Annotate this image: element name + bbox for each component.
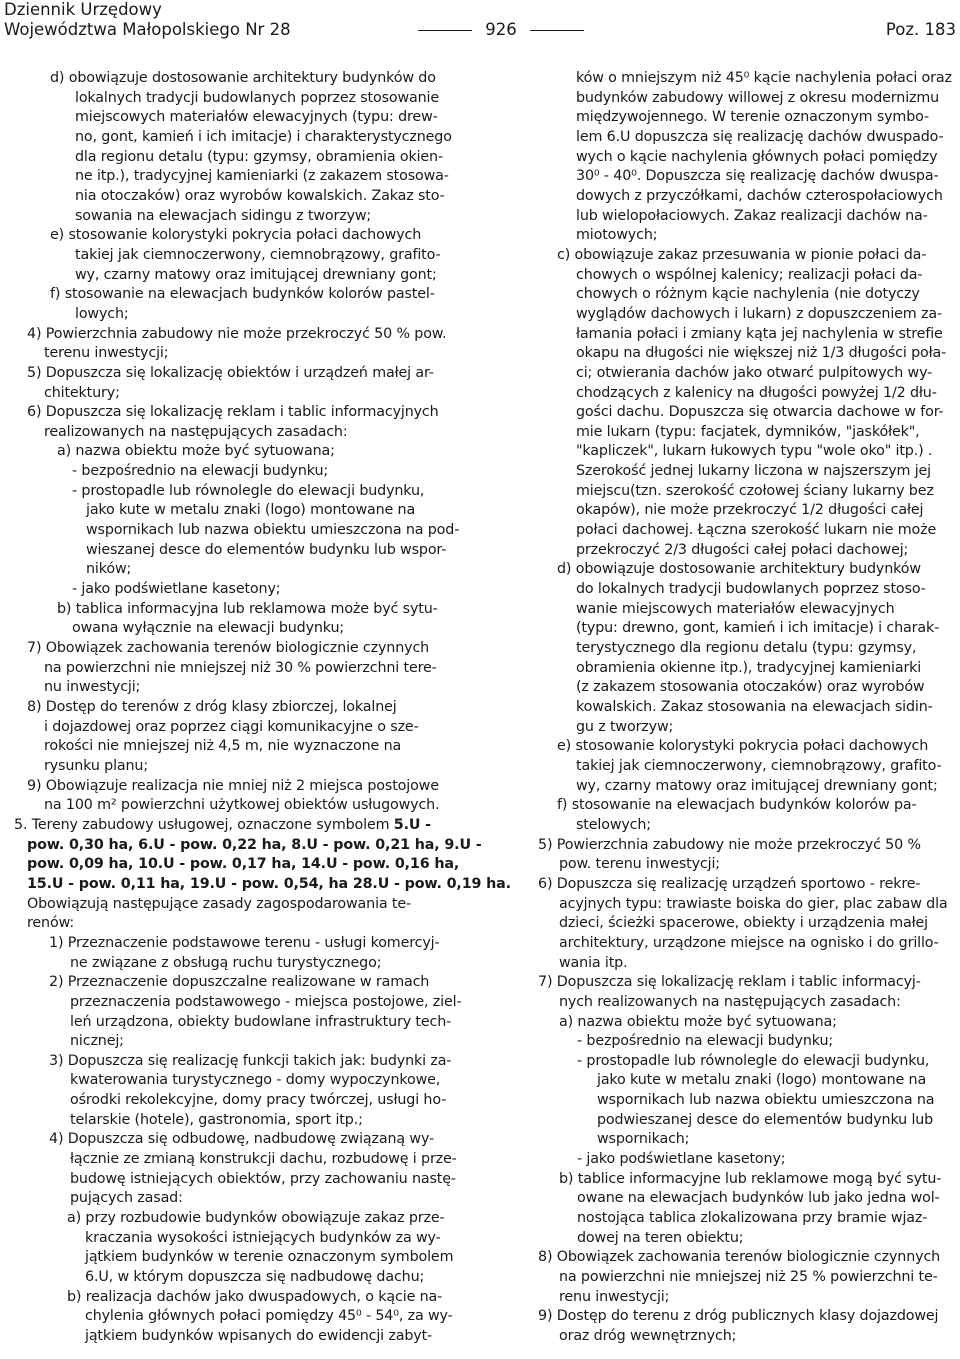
text-line: pow. 0,30 ha, 6.U - pow. 0,22 ha, 8.U - pow. 0,21 ha, 9.U - — [27, 836, 482, 853]
text-line: f) stosowanie na elewacjach budynków kolorów pa- — [557, 797, 917, 814]
text-line: a) nazwa obiektu może być sytuowana; — [57, 443, 335, 460]
text-line: e) stosowanie kolorystyki pokrycia połaci dachowych — [50, 227, 422, 244]
text-line: 1) Przeznaczenie podstawowe terenu - usługi komercyj- — [49, 934, 440, 951]
text-line: 5) Powierzchnia zabudowy nie może przekroczyć 50 % — [538, 836, 921, 853]
page-header — [0, 0, 960, 48]
text-line: wspornikach; — [597, 1131, 690, 1148]
text-line: acyjnych typu: trawiaste boiska do gier, plac zabaw dla — [559, 895, 948, 912]
text-line: wspornikach lub nazwa obiektu umieszczona na pod- — [86, 522, 460, 539]
text-line: wieszanej desce do elementów budynku lub wspor- — [86, 541, 447, 558]
text-line: miejscu(tzn. szerokość czołowej ściany lukarny bez — [576, 482, 934, 499]
text-line: i dojazdowej oraz poprzez ciągi komunikacyjne o sze- — [44, 718, 419, 735]
text-line: dowej na teren obiektu; — [577, 1229, 744, 1246]
text-line: 9) Obowiązuje realizacja nie mniej niż 2 miejsca postojowe — [27, 777, 439, 794]
text-line: jako kute w metalu znaki (logo) montowane na — [86, 502, 416, 519]
text-line: przeznaczenia podstawowego - miejsca postojowe, ziel- — [70, 993, 462, 1010]
position-number: Poz. 183 — [885, 20, 956, 39]
text-line: renów: — [27, 915, 74, 932]
text-line: 3) Dopuszcza się realizację funkcji takich jak: budynki za- — [49, 1052, 452, 1069]
page-number-value: 926 — [485, 20, 517, 39]
text-line: f) stosowanie na elewacjach budynków kolorów pastel- — [50, 286, 435, 303]
text-line: nostojąca tablica zlokalizowana przy bramie wjaz- — [577, 1210, 928, 1227]
right-column — [500, 69, 958, 1347]
page-number-rule-right — [530, 30, 584, 31]
text-line: ci; otwierania dachów jako otwarć pulpitowych wy- — [576, 364, 933, 381]
text-line: okapów), nie może przekroczyć 1/2 długości całej — [576, 502, 924, 519]
text-line: łącznie ze zmianą konstrukcji dachu, rozbudowę i prze- — [70, 1151, 457, 1168]
text-line: takiej jak ciemnoczerwony, ciemnobrązowy, grafito- — [75, 246, 441, 263]
text-line: pow. terenu inwestycji; — [559, 856, 720, 873]
text-line: realizowanych na następujących zasadach: — [44, 423, 348, 440]
text-line: architektury, urządzone miejsce na ognisko i do grillo- — [559, 934, 939, 951]
text-line: wania itp. — [559, 954, 628, 971]
text-line: 15.U - pow. 0,11 ha, 19.U - pow. 0,54, ha 28.U - pow. 0,19 ha. — [27, 875, 511, 892]
text-line: lub wielopołaciowych. Zakaz realizacji dachów na- — [576, 207, 928, 224]
text-line: miotowych; — [576, 227, 658, 244]
text-line: gości dachu. Dopuszcza się otwarcia dachowe w for- — [576, 404, 944, 421]
text-line: wanie miejscowych materiałów elewacyjnych — [576, 600, 895, 617]
text-line: c) obowiązuje zakaz przesuwania w pionie połaci da- — [557, 246, 927, 263]
text-line: wspornikach lub nazwa obiektu umieszczona na — [597, 1092, 935, 1109]
text-line: b) realizacja dachów jako dwuspadowych, o kącie na- — [67, 1288, 443, 1305]
text-line: terenu inwestycji; — [44, 345, 169, 362]
text-line: 6) Dopuszcza się lokalizację reklam i tablic informacyjnych — [27, 404, 439, 421]
text-line: nych realizowanych na następujących zasadach: — [559, 993, 901, 1010]
text-line: e) stosowanie kolorystyki pokrycia połaci dachowych — [557, 738, 929, 755]
text-line: lem 6.U dopuszcza się realizację dachów dwuspado- — [576, 128, 944, 145]
text-line: stelowych; — [576, 816, 651, 833]
text-line: ne związane z obsługą ruchu turystycznego; — [70, 954, 382, 971]
journal-title-line2: Województwa Małopolskiego Nr 28 — [4, 20, 291, 39]
text-line: (z zakazem stosowania otoczaków) oraz wyrobów — [576, 679, 925, 696]
text-line: chylenia głównych połaci pomiędzy 45⁰ - 54⁰, za wy- — [85, 1308, 453, 1325]
text-line: 2) Przeznaczenie dopuszczalne realizowane w ramach — [49, 974, 430, 991]
text-line: chitektury; — [44, 384, 120, 401]
text-line: - prostopadle lub równolegle do elewacji budynku, — [577, 1052, 930, 1069]
text-line: kraczania wysokości istniejących budynków za wy- — [85, 1229, 441, 1246]
text-line: 7) Obowiązek zachowania terenów biologicznie czynnych — [27, 640, 430, 657]
text-line: dowych z przyczółkami, dachów czterospołaciowych — [576, 187, 943, 204]
text-line: ośrodki rekolekcyjne, domy pracy twórczej, usługi ho- — [70, 1092, 447, 1109]
text-line: obramienia okienne itp.), tradycyjnej kamieniarki — [576, 659, 922, 676]
text-line: 5. Tereny zabudowy usługowej, oznaczone symbolem 5.U - — [14, 816, 431, 833]
text-line: na powierzchni nie mniejszej niż 25 % powierzchni te- — [559, 1269, 938, 1286]
text-line: chodzących z kalenicy na długości powyżej 1/2 dłu- — [576, 384, 937, 401]
text-line: chowych o różnym kącie nachylenia (nie dotyczy — [576, 286, 920, 303]
text-line: pow. 0,09 ha, 10.U - pow. 0,17 ha, 14.U - pow. 0,16 ha, — [27, 856, 460, 873]
text-line: lowych; — [75, 305, 129, 322]
text-line: okapu na długości nie większej niż 1/3 długości poła- — [576, 345, 947, 362]
text-line: sowania na elewacjach sidingu z tworzyw; — [75, 207, 372, 224]
text-line: 6) Dopuszcza się realizację urządzeń sportowo - rekre- — [538, 875, 921, 892]
text-line: d) obowiązuje dostosowanie architektury budynków — [557, 561, 921, 578]
text-line: no, gont, kamień i ich imitacje) i charakterystycznego — [75, 128, 452, 145]
text-line: chowych o wspólnej kalenicy; realizacji połaci da- — [576, 266, 923, 283]
text-line: na 100 m² powierzchni użytkowej obiektów usługowych. — [44, 797, 440, 814]
page-number-rule-left — [418, 30, 472, 31]
text-line: wy, czarny matowy oraz imitującej drewniany gont; — [576, 777, 938, 794]
text-line: owane na elewacjach budynków lub jako jedna wol- — [577, 1190, 940, 1207]
text-line: jątkiem budynków wpisanych do ewidencji zabyt- — [85, 1328, 433, 1344]
text-line: jątkiem budynków w terenie oznaczonym symbolem — [85, 1249, 454, 1266]
text-line: lokalnych tradycji budowlanych poprzez stosowanie — [75, 89, 440, 106]
text-line: a) nazwa obiektu może być sytuowana; — [559, 1013, 837, 1030]
page-number — [418, 20, 584, 40]
text-line: przekroczyć 2/3 długości całej połaci dachowej; — [576, 541, 909, 558]
text-line: na powierzchni nie mniejszej niż 30 % powierzchni tere- — [44, 659, 437, 676]
text-line: dzieci, ścieżki spacerowe, obiekty i urządzenia małej — [559, 915, 928, 932]
text-line: 8) Dostęp do terenów z dróg klasy zbiorczej, lokalnej — [27, 699, 397, 715]
text-line: łamania połaci i zmiany kąta jej nachylenia w strefie — [576, 325, 943, 342]
text-line: 9) Dostęp do terenu z dróg publicznych klasy dojazdowej — [538, 1308, 939, 1325]
text-line: terystycznego dla regionu detalu (typu: gzymsy, — [576, 640, 917, 657]
text-line: nia otoczaków) oraz wyrobów kowalskich. Zakaz sto- — [75, 187, 445, 204]
text-line: Szerokość jednej lukarny liczona w najszerszym jej — [576, 463, 931, 480]
text-line: podwieszanej desce do elementów budynku lub — [597, 1111, 934, 1128]
text-line: dla regionu detalu (typu: gzymsy, obramienia okien- — [75, 148, 443, 165]
text-line: 5) Dopuszcza się lokalizację obiektów i urządzeń małej ar- — [27, 364, 434, 381]
text-line: wych o kącie nachylenia głównych połaci pomiędzy — [576, 148, 938, 165]
text-line: wy, czarny matowy oraz imitującej drewniany gont; — [75, 266, 437, 283]
text-line: mie lukarn (typu: facjatek, dymników, "jaskółek", — [576, 423, 920, 440]
text-line: b) tablica informacyjna lub reklamowa może być sytu- — [57, 600, 438, 617]
text-line: takiej jak ciemnoczerwony, ciemnobrązowy, grafito- — [576, 757, 942, 774]
text-line: Obowiązują następujące zasady zagospodarowania te- — [27, 895, 412, 912]
text-line: - bezpośrednio na elewacji budynku; — [577, 1033, 834, 1050]
text-line: do lokalnych tradycji budowlanych poprzez stoso- — [576, 581, 926, 598]
text-line: jako kute w metalu znaki (logo) montowane na — [597, 1072, 927, 1089]
text-line: pujących zasad: — [70, 1190, 183, 1207]
text-line: kwaterowania turystycznego - domy wypoczynkowe, — [70, 1072, 441, 1089]
text-line: kowalskich. Zakaz stosowania na elewacjach sidin- — [576, 699, 933, 715]
text-line: połaci dachowej. Łączna szerokość lukarn nie może — [576, 522, 937, 539]
text-line: "kapliczek", lukarn łukowych typu "wole oko" itp.) . — [576, 443, 933, 460]
text-line: nu inwestycji; — [44, 679, 141, 696]
text-line: - jako podświetlane kasetony; — [72, 581, 281, 598]
text-line: ków o mniejszym niż 45⁰ kącie nachylenia połaci oraz — [576, 70, 952, 86]
text-line: telarskie (hotele), gastronomia, sport itp.; — [70, 1111, 363, 1128]
journal-title-line1: Dziennik Urzędowy — [4, 0, 162, 19]
text-line: oraz dróg wewnętrznych; — [559, 1328, 737, 1344]
text-line: gu z tworzyw; — [576, 718, 674, 735]
journal-title — [4, 0, 291, 40]
text-line: leń urządzona, obiekty budowlane infrastruktury tech- — [70, 1013, 452, 1030]
left-column — [14, 69, 511, 1347]
text-line: - prostopadle lub równolegle do elewacji budynku, — [72, 482, 425, 499]
text-line: (typu: drewno, gont, kamień i ich imitacje) i charak- — [576, 620, 940, 637]
text-line: renu inwestycji; — [559, 1288, 670, 1305]
text-line: rysunku planu; — [44, 757, 149, 774]
text-line: międzywojennego. W terenie oznaczonym symbo- — [576, 109, 930, 126]
text-line: budowę istniejących obiektów, przy zachowaniu nastę- — [70, 1170, 456, 1187]
text-line: 8) Obowiązek zachowania terenów biologicznie czynnych — [538, 1249, 941, 1266]
text-line: ne itp.), tradycyjnej kamieniarki (z zakazem stosowa- — [75, 168, 449, 185]
text-line: 30⁰ - 40⁰. Dopuszcza się realizację dachów dwuspa- — [576, 168, 939, 185]
text-line: b) tablice informacyjne lub reklamowe mogą być sytu- — [559, 1170, 942, 1187]
text-line: rokości nie mniejszej niż 4,5 m, nie wyznaczone na — [44, 738, 402, 755]
text-line: d) obowiązuje dostosowanie architektury budynków do — [50, 70, 436, 86]
text-line: ników; — [86, 561, 132, 578]
text-line: 7) Dopuszcza się lokalizację reklam i tablic informacyj- — [538, 974, 921, 991]
text-line: 6.U, w którym dopuszcza się nadbudowę dachu; — [85, 1269, 425, 1286]
text-line: miejscowych materiałów elewacyjnych (typu: drew- — [75, 109, 438, 126]
text-line: - jako podświetlane kasetony; — [577, 1151, 786, 1168]
text-line: 4) Powierzchnia zabudowy nie może przekroczyć 50 % pow. — [27, 325, 447, 342]
text-line: - bezpośrednio na elewacji budynku; — [72, 463, 329, 480]
text-line: 4) Dopuszcza się odbudowę, nadbudowę związaną wy- — [49, 1131, 435, 1148]
text-line: owana wyłącznie na elewacji budynku; — [72, 620, 345, 637]
text-line: a) przy rozbudowie budynków obowiązuje zakaz prze- — [67, 1210, 445, 1227]
text-line: budynków zabudowy willowej z okresu modernizmu — [576, 89, 940, 106]
text-line: wyglądów dachowych i lukarn) z dopuszczeniem za- — [576, 305, 942, 322]
text-line: nicznej; — [70, 1033, 124, 1050]
